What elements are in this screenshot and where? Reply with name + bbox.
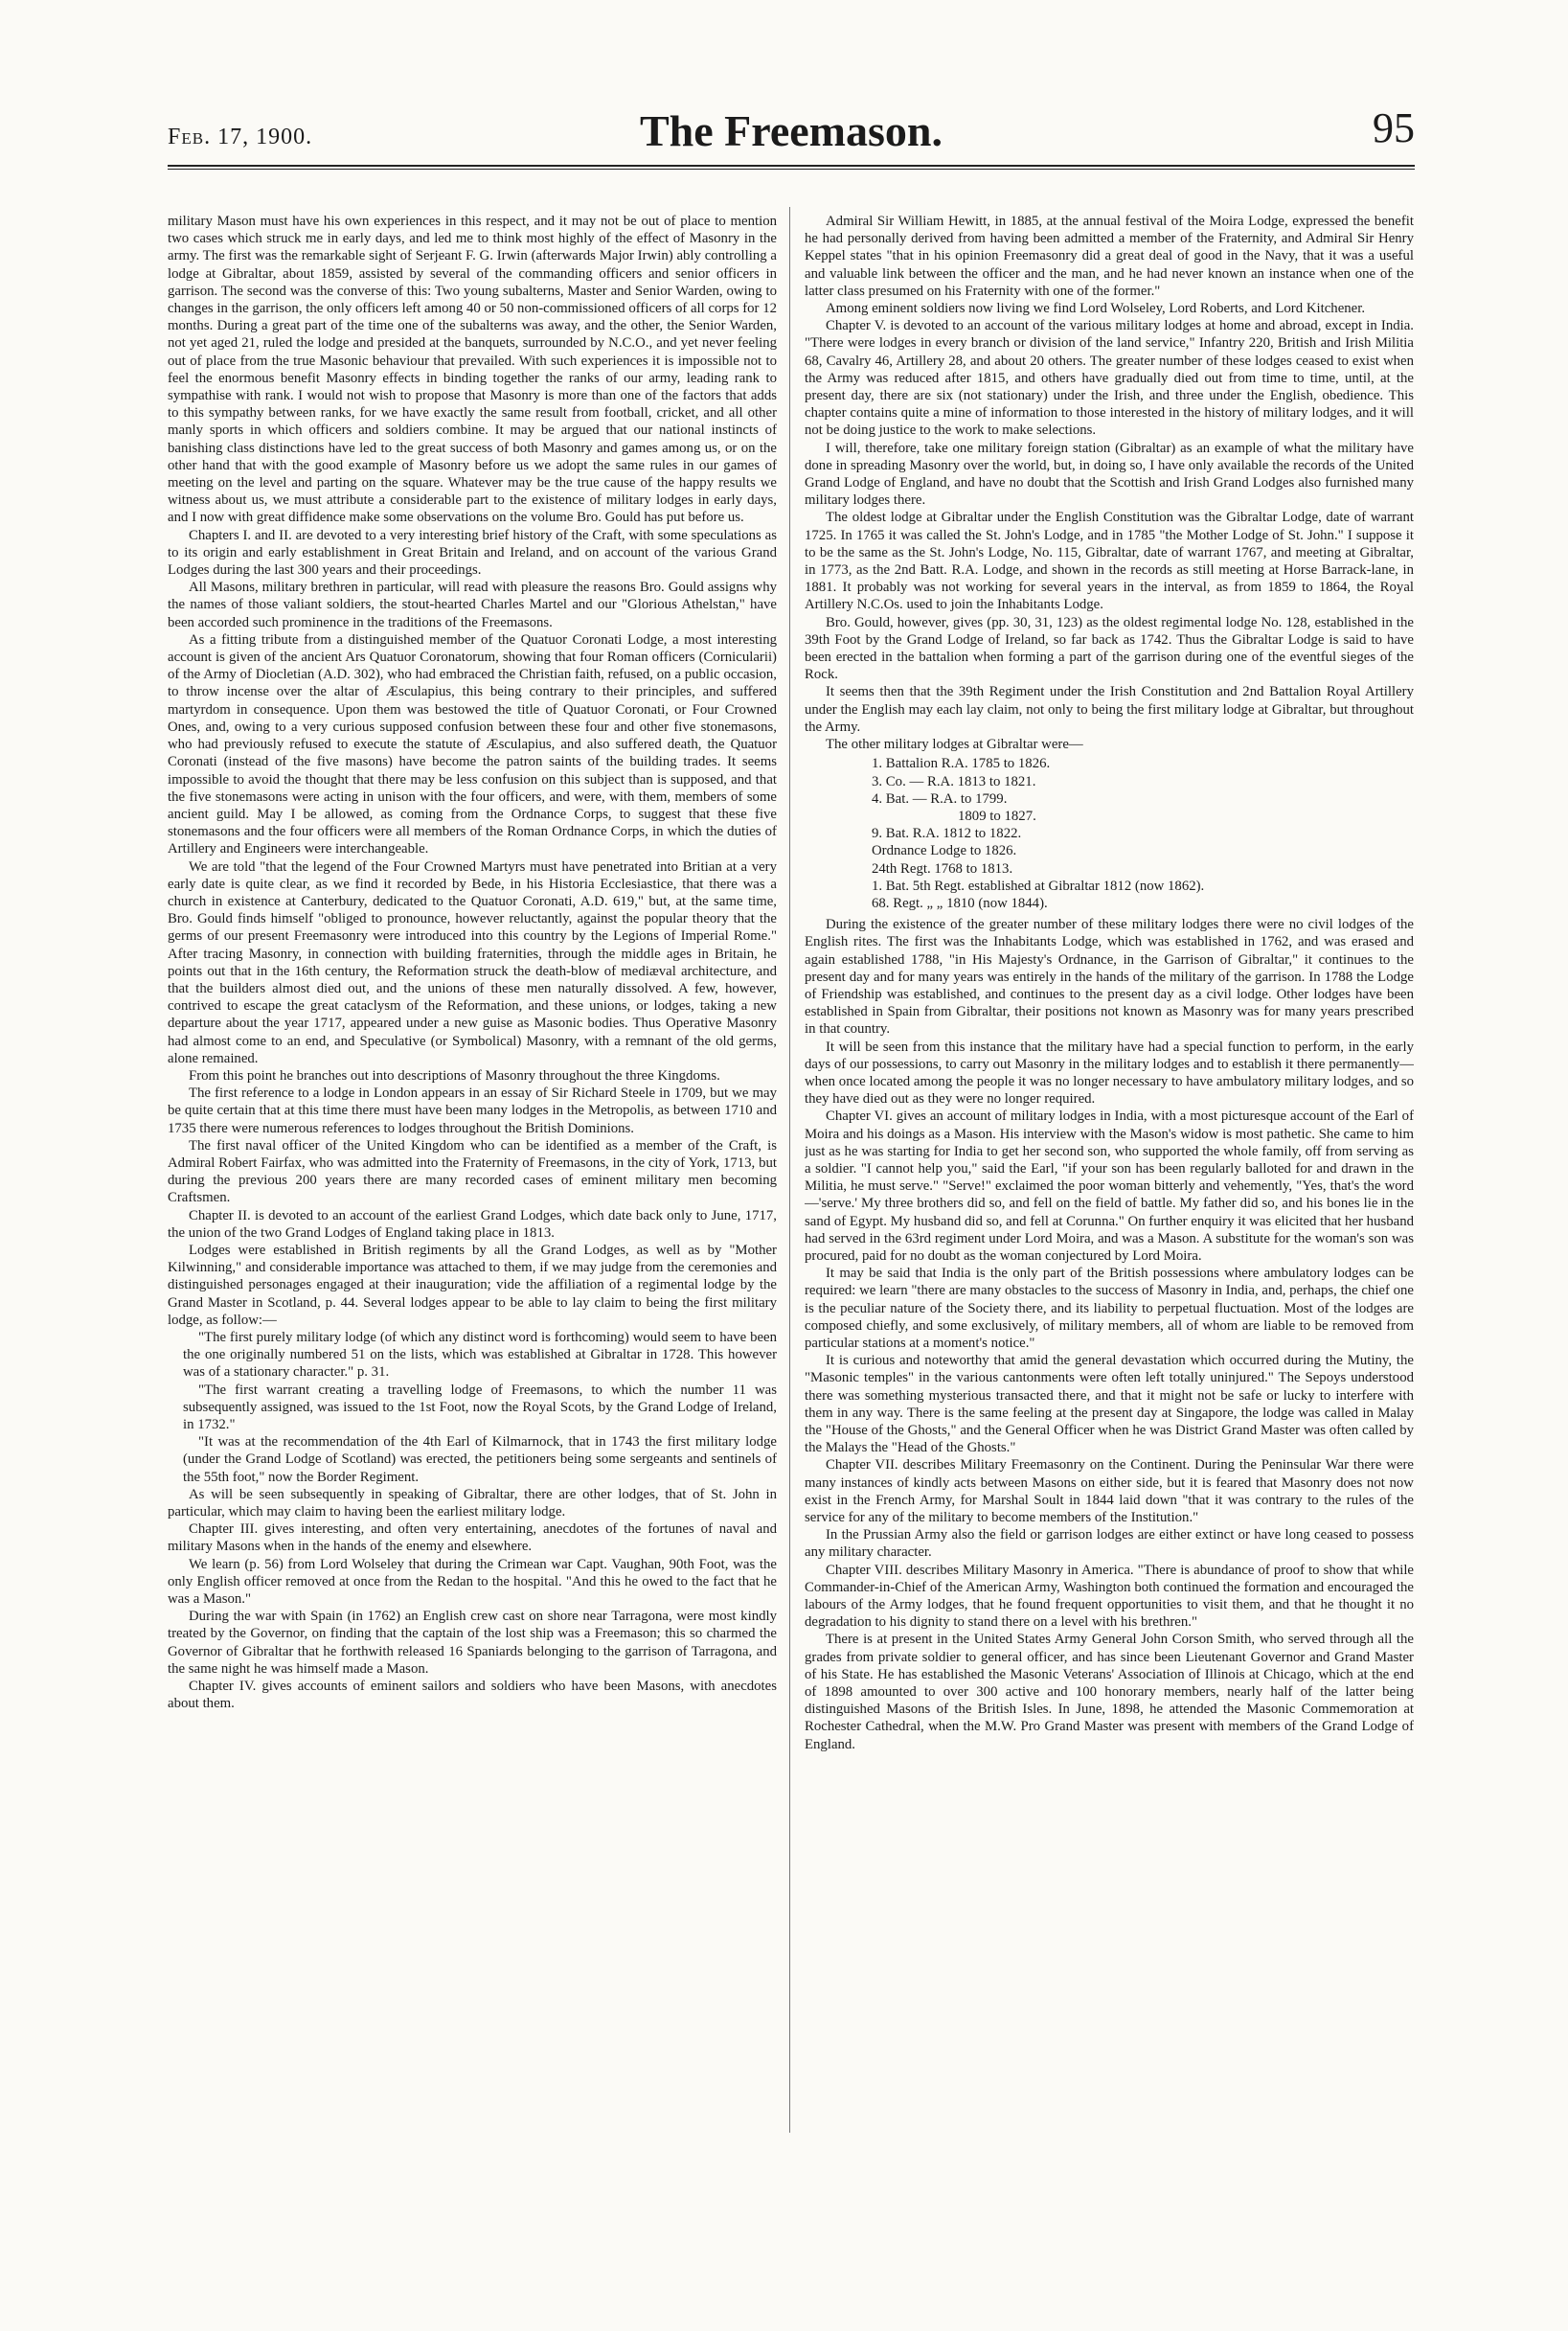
- paragraph: It seems then that the 39th Regiment under the Irish Constitution and 2nd Battalion Royal Artillery under the English may each lay claim, not only to being the first military lodge at Gibraltar, but throughout the Army.: [805, 684, 1414, 735]
- paragraph: Chapter III. gives interesting, and often very entertaining, anecdotes of the fortunes of naval and military Masons when in the hands of the enemy and elsewhere.: [168, 1521, 777, 1555]
- paragraph: Among eminent soldiers now living we find Lord Wolseley, Lord Roberts, and Lord Kitchener.: [826, 301, 1366, 317]
- paragraph: It is curious and noteworthy that amid the general devastation which occurred during the Mutiny, the "Masonic temples" in the various cantonments were often left totally uninjured." The Sepoys understood there was something mysterious transacted there, and that it might not be safe or lucky to interfere with them in any way. There is the same feeling at the present day at Singapore, the lodge was called in Malay the "House of the Ghosts," and the General Officer when he was District Grand Master was often called by the Malays the "Head of the Ghosts.": [805, 1353, 1414, 1456]
- paragraph: It may be said that India is the only part of the British possessions where ambulatory lodges can be required: we learn "there are many obstacles to the success of Masonry in India, and, perhaps, the chief one is the peculiar nature of the Society there, and its liability to perpetual fluctuation. Most of the lodges are composed chiefly, and some exclusively, of military members, all of whom are liable to be removed from particular stations at a moment's notice.": [805, 1266, 1414, 1351]
- paragraph: Chapter VII. describes Military Freemasonry on the Continent. During the Peninsular War there were many instances of kindly acts between Masons on either side, but it is feared that Masonry does not now exist in the French Army, for Marshal Soult in 1844 laid down "that it was contrary to the rules of the service for any of the military to become members of the Institution.": [805, 1457, 1414, 1526]
- publication-title: The Freemason.: [639, 106, 943, 155]
- right-column: [805, 213, 1414, 2138]
- paragraph: Chapters I. and II. are devoted to a very interesting brief history of the Craft, with some speculations as to its origin and early establishment in Great Britain and Ireland, and on account of the various Grand Lodges during the last 300 years and their proceedings.: [168, 527, 777, 579]
- paragraph: All Masons, military brethren in particular, will read with pleasure the reasons Bro. Gould assigns why the names of those valiant soldiers, the stout-hearted Charles Martel and our "Glorious Athelstan," have been accorded such prominence in the traditions of the Freemasons.: [168, 580, 777, 630]
- list-item: 4. Bat. — R.A. to 1799.: [872, 790, 1008, 807]
- list-item: 68. Regt. „ „ 1810 (now 1844).: [872, 895, 1048, 911]
- paragraph: The other military lodges at Gibraltar were—: [826, 737, 1083, 753]
- paragraph: Chapter II. is devoted to an account of the earliest Grand Lodges, which date back only to June, 1717, the union of the two Grand Lodges of England taking place in 1813.: [168, 1207, 777, 1241]
- paragraph: The oldest lodge at Gibraltar under the English Constitution was the Gibraltar Lodge, date of warrant 1725. In 1765 it was called the St. John's Lodge, and in 1785 "the Mother Lodge of St. John." I suppose it to be the same as the St. John's Lodge, No. 115, Gibraltar, date of warrant 1767, and meeting at Gibraltar, in 1773, as the 2nd Batt. R.A. Lodge, and shown in the records as still meeting at Horse Barrack-lane, in 1881. It probably was not working for several years in the interval, as from 1859 to 1864, the Royal Artillery N.C.Os. used to join the Inhabitants Lodge.: [805, 510, 1414, 613]
- list-item: 1. Battalion R.A. 1785 to 1826.: [872, 756, 1051, 772]
- paragraph: There is at present in the United States Army General John Corson Smith, who served through all the grades from private soldier to general officer, and has since been Lieutenant Governor and Grand Master of his State. He has established the Masonic Veterans' Association of Illinois at Chicago, which at the end of 1898 amounted to over 300 active and 100 honorary members, nearly half of the latter being distinguished Masons of the British Isles. In June, 1898, he attended the Masonic Commemoration at Rochester Cathedral, when the M.W. Pro Grand Master was present with members of the Grand Lodge of England.: [805, 1632, 1414, 1752]
- list-item: Ordnance Lodge to 1826.: [872, 843, 1017, 859]
- paragraph: Chapter IV. gives accounts of eminent sailors and soldiers who have been Masons, with anecdotes about them.: [168, 1679, 777, 1712]
- list-item: 3. Co. — R.A. 1813 to 1821.: [872, 773, 1036, 789]
- list-item: 9. Bat. R.A. 1812 to 1822.: [872, 826, 1022, 842]
- paragraph: Chapter V. is devoted to an account of the various military lodges at home and abroad, except in India. "There were lodges in every branch or division of the land service," Infantry 220, British and Irish Militia 68, Cavalry 46, Artillery 28, and about 20 others. The greater number of these lodges ceased to exist when the Army was reduced after 1815, and others have gradually died out from time to time, until, at the present day, there are six (not stationary) under the Irish, and three under the English, obedience. This chapter contains quite a mine of information to those interested in the history of military lodges, and it will not be doing justice to the work to make selections.: [805, 318, 1414, 439]
- paragraph: Lodges were established in British regiments by all the Grand Lodges, as well as by "Mother Kilwinning," and considerable importance was attached to them, if we may judge from the ceremonies and distinguished personages engaged at their inauguration; vide the affiliation of a regimental lodge by the Grand Master in Scotland, p. 44. Several lodges appear to be able to lay claim to being the first military lodge, as follow:—: [168, 1242, 777, 1328]
- paragraph: Chapter VIII. describes Military Masonry in America. "There is abundance of proof to show that while Commander-in-Chief of the American Army, Washington both continued the formation and encouraged the labours of the Army lodges, that he found frequent opportunities to visit them, and that he thought it no degradation to his dignity to stand there on a level with his brethren.": [805, 1562, 1414, 1631]
- paragraph: During the war with Spain (in 1762) an English crew cast on shore near Tarragona, were most kindly treated by the Governor, on finding that the captain of the lost ship was a Freemason; this so charmed the Governor of Gibraltar that he forthwith released 16 Spaniards belonging to the garrison of Tarragona, and the same night he was himself made a Mason.: [168, 1609, 777, 1677]
- paragraph: As a fitting tribute from a distinguished member of the Quatuor Coronati Lodge, a most interesting account is given of the ancient Ars Quatuor Coronatorum, showing that four Roman officers (Cornicularii) of the Army of Diocletian (A.D. 302), who had embraced the Christian faith, refused, on a public occasion, to throw incense over the altar of Æsculapius, this being contrary to their principles, and suffered martyrdom in consequence. Upon them was bestowed the title of Quatuor Coronati, or Four Crowned Ones, and, owing to a very curious supposed confusion between these four and other five stonemasons, who had previously refused to execute the statute of Æsculapius, and also suffered death, the Quatuor Coronati (instead of the five masons) have become the patron saints of the building trades. It seems impossible to avoid the thought that there may be less confusion on this subject than is supposed, and that the five stonemasons were acting in unison with the four officers, and were, with them, members of some ancient guild. May I be allowed, as coming from the Ordnance Corps, to suggest that these five stonemasons and the four officers were all members of the Roman Ordnance Corps, in which the duties of Artillery and Engineers were interchangeable.: [168, 631, 777, 857]
- quotation: "It was at the recommendation of the 4th Earl of Kilmarnock, that in 1743 the first military lodge (under the Grand Lodge of Scotland) was erected, the petitioners being some sergeants and sentinels of the 55th foot," now the Border Regiment.: [183, 1434, 777, 1485]
- left-column: [168, 213, 777, 2138]
- quotation: "The first purely military lodge (of which any distinct word is forthcoming) would seem to have been the one originally numbered 51 on the lists, which was established at Gibraltar in 1728. This however was of a stationary character." p. 31.: [183, 1330, 777, 1381]
- gibraltar-lodges-list: [872, 755, 1414, 912]
- paragraph: In the Prussian Army also the field or garrison lodges are either extinct or have long ceased to possess any military character.: [805, 1527, 1414, 1561]
- quotation: "The first warrant creating a travelling lodge of Freemasons, to which the number 11 was subsequently assigned, was issued to the 1st Foot, now the Royal Scots, by the Grand Lodge of Ireland, in 1732.": [183, 1382, 777, 1433]
- paragraph: The first naval officer of the United Kingdom who can be identified as a member of the Craft, is Admiral Robert Fairfax, who was admitted into the Fraternity of Freemasons, in the city of York, 1713, but during the previous 200 years there are many recorded cases of eminent military men becoming Craftsmen.: [168, 1137, 777, 1206]
- paragraph: military Mason must have his own experiences in this respect, and it may not be out of place to mention two cases which struck me in early days, and led me to think most highly of the effect of Masonry in the army. The first was the remarkable sight of Serjeant F. G. Irwin (afterwards Major Irwin) ably controlling a lodge at Gibraltar, about 1859, assisted by several of the commanding officers and senior officers in garrison. The second was the converse of this: Two young subalterns, Master and Senior Warden, owing to changes in the garrison, the only officers left among 40 or 50 non-commissioned officers of all corps for 12 months. During a great part of the time one of the subalterns was away, and the other, the Senior Warden, not yet aged 21, ruled the lodge and presided at the banquets, surrounded by N.C.O., and yet never feeling out of place from the true Masonic behaviour that prevailed. With such experiences it is impossible not to feel the enormous benefit Masonry effects in binding together the ranks of our army, leading rank to sympathise with rank. I would not wish to propose that Masonry is more than one of the factors that adds to this sympathy between ranks, for we have exactly the same result from football, cricket, and all other manly sports in which officers and soldiers combine. It may be argued that our national instincts of banishing class distinctions have led to the great success of both Masonry and games among us, or on the other hand that with the good example of Masonry before us we adopt the same rules in our games of meeting on the level and parting on the square. Whatever may be the true cause of the happy results we witness about us, we must attribute a considerable part to the existence of military lodges in early days, and I now with great diffidence make some observations on the volume Bro. Gould has put before us.: [168, 214, 777, 526]
- list-item: 1809 to 1827.: [958, 808, 1036, 824]
- paragraph: I will, therefore, take one military foreign station (Gibraltar) as an example of what the military have done in spreading Masonry over the world, but, in doing so, I have only available the records of the United Grand Lodge of England, and have no doubt that the Scottish and Irish Grand Lodges also furnished many military lodges there.: [805, 440, 1414, 509]
- paragraph: We learn (p. 56) from Lord Wolseley that during the Crimean war Capt. Vaughan, 90th Foot, was the only English officer removed at once from the Redan to the hospital. "And this he owed to the fact that he was a Mason.": [168, 1556, 777, 1608]
- paragraph: The first reference to a lodge in London appears in an essay of Sir Richard Steele in 1709, but we may be quite certain that at this time there must have been many lodges in the Metropolis, as between 1710 and 1735 there were numerous references to lodges throughout the British Dominions.: [168, 1086, 777, 1136]
- page-number: 95: [1373, 104, 1415, 151]
- list-item: 1. Bat. 5th Regt. established at Gibraltar 1812 (now 1862).: [872, 878, 1205, 894]
- paragraph: Chapter VI. gives an account of military lodges in India, with a most picturesque account of the Earl of Moira and his doings as a Mason. His interview with the Mason's widow is most pathetic. She came to him just as he was starting for India to get her second son, who supported the whole family, off from serving as a soldier. "I cannot help you," said the Earl, "if your son has been regularly balloted for and drawn in the Militia, he must serve." "Serve!" exclaimed the poor woman bitterly and vehemently, "Yes, that's the word—'serve.' My three brothers did so, and fell on the field of battle. My father did so, and his bones lie in the sand of Egypt. My husband did so, and fell at Corunna." On further enquiry it was elicited that her husband had served in the 63rd regiment under Lord Moira, and was a Mason. A substitute for the woman's son was procured, paid for no doubt as the woman conjectured by Lord Moira.: [805, 1108, 1414, 1264]
- masthead-rule-bottom: [168, 169, 1415, 170]
- column-divider: [789, 207, 790, 2133]
- masthead: [168, 96, 1415, 163]
- masthead-rule-top: [168, 165, 1415, 167]
- list-item: 24th Regt. 1768 to 1813.: [872, 860, 1013, 877]
- issue-date: Feb. 17, 1900.: [168, 125, 313, 149]
- paragraph: We are told "that the legend of the Four Crowned Martyrs must have penetrated into Britian at a very early date is quite clear, as we find it recorded by Bede, in his Historia Ecclesiastice, that there was a church in existence at Canterbury, dedicated to the Quatuor Coronati, A.D. 619," but, at the same time, Bro. Gould finds himself "obliged to pronounce, however reluctantly, against the popular theory that the germs of our present Freemasonry were introduced into this country by the Legions of Imperial Rome." After tracing Masonry, in connection with building fraternities, through the middle ages in Britain, he points out that in the 16th century, the Reformation struck the death-blow of mediæval architecture, and that the builders almost died out, and the unions of these men naturally dissolved. A few, however, contrived to escape the great cataclysm of the Reformation, and these unions, or lodges, taking a new departure about the year 1717, appeared under a new guise as Masonic bodies. Thus Operative Masonry had almost come to an end, and Speculative (or Symbolical) Masonry, with a remnant of the old germs, alone remained.: [168, 858, 777, 1066]
- paragraph: It will be seen from this instance that the military have had a special function to perform, in the early days of our possessions, to carry out Masonry in the military lodges and to establish it there permanently—when once located among the people it was no longer necessary to have ambulatory military lodges, and so they have died out as they were no longer required.: [805, 1039, 1414, 1108]
- paragraph: During the existence of the greater number of these military lodges there were no civil lodges of the English rites. The first was the Inhabitants Lodge, which was established in 1762, and was erased and again established 1788, "in His Majesty's Ordnance, in the Garrison of Gibraltar," it continues to the present day and for many years was entirely in the hands of the military of the garrison. In 1788 the Lodge of Friendship was established, and continues to the present day as a civil lodge. Other lodges have been established in Spain from Gibraltar, their positions not known as Masonry was for many years prescribed in that country.: [805, 917, 1414, 1038]
- paragraph: Bro. Gould, however, gives (pp. 30, 31, 123) as the oldest regimental lodge No. 128, established in the 39th Foot by the Grand Lodge of Ireland, so far back as 1742. Thus the Gibraltar Lodge is said to have been erected in the battalion when forming a part of the garrison during one of the eventful sieges of the Rock.: [805, 614, 1414, 683]
- paragraph: Admiral Sir William Hewitt, in 1885, at the annual festival of the Moira Lodge, expressed the benefit he had personally derived from having been admitted a member of the Fraternity, and Admiral Sir Henry Keppel states "that in his opinion Freemasonry did a great deal of good in the Navy, that it was a useful and valuable link between the officer and the man, and he had never known an instance when one of the latter class presumed on his Fraternity with one of the former.": [805, 214, 1414, 299]
- paragraph: From this point he branches out into descriptions of Masonry throughout the three Kingdoms.: [189, 1067, 720, 1084]
- paragraph: As will be seen subsequently in speaking of Gibraltar, there are other lodges, that of St. John in particular, which may claim to having been the earliest military lodge.: [168, 1486, 777, 1520]
